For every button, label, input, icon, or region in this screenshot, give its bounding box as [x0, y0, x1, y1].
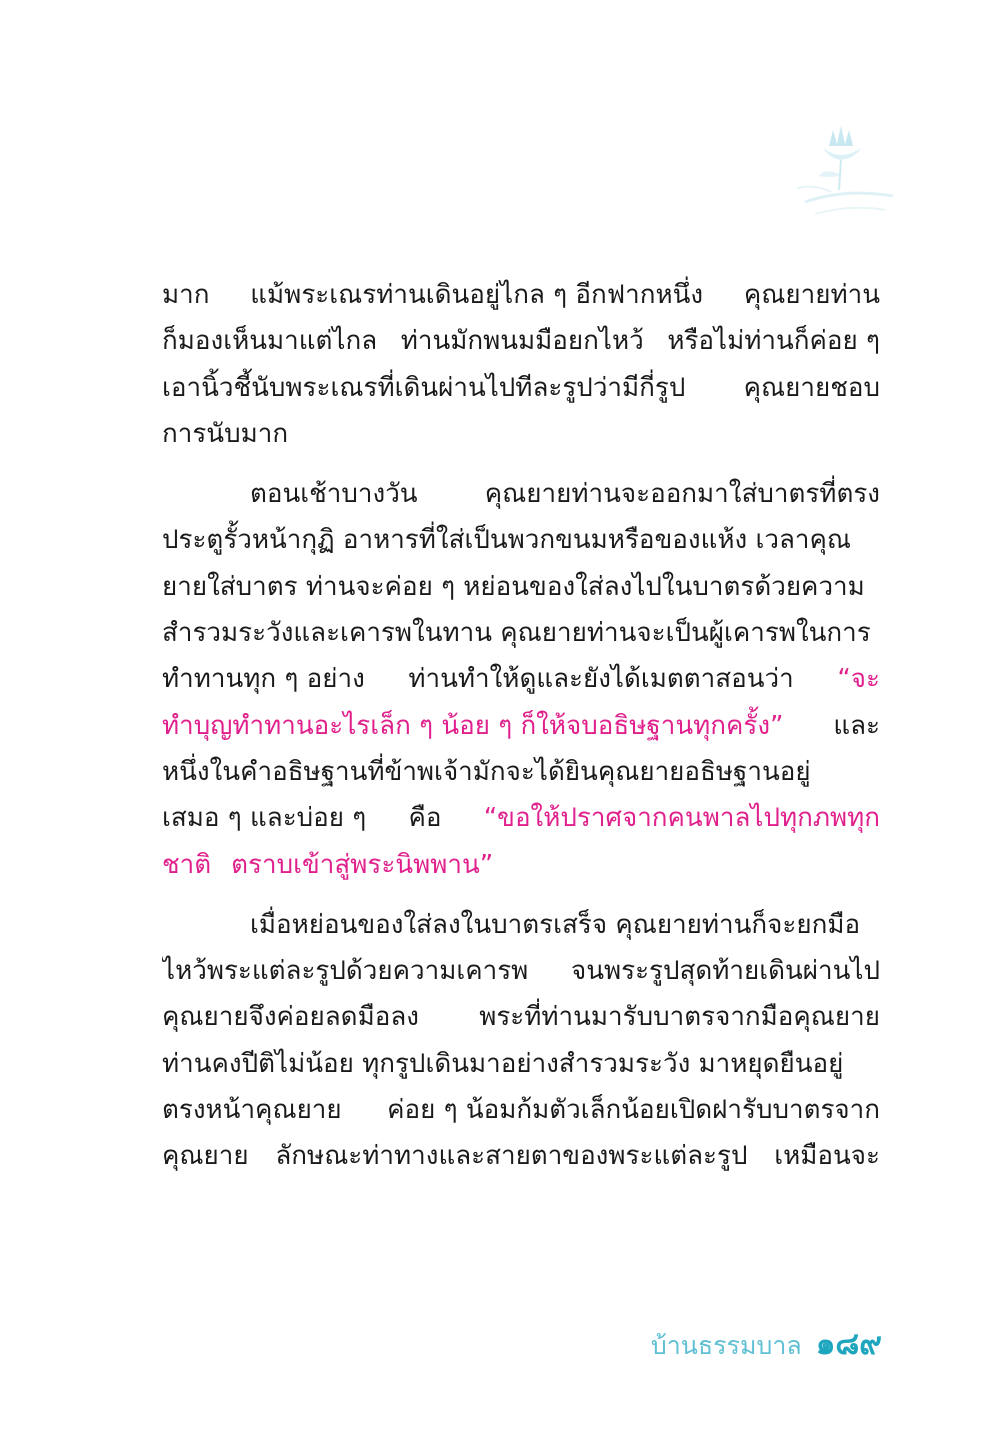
text-segment: การนับมาก	[162, 418, 289, 449]
text-line	[162, 471, 880, 517]
text-line	[162, 411, 880, 457]
text-segment: ทำทานทุก ๆ อย่าง	[162, 664, 365, 695]
text-segment: ก็มองเห็นมาแต่ไกล	[162, 326, 378, 357]
quote-text: ทำบุญทำทานอะไรเล็ก ๆ น้อย ๆ ก็ให้จบอธิษฐานทุกครั้ง”	[162, 710, 784, 741]
quote-text: “จะ	[837, 664, 880, 695]
text-segment: เมื่อหย่อนของใส่ลงในบาตรเสร็จ คุณยายท่านก็จะยกมือ	[250, 909, 861, 940]
text-segment: หนึ่งในคำอธิษฐานที่ข้าพเจ้ามักจะได้ยินคุณยายอธิษฐานอยู่	[162, 756, 811, 787]
text-line	[162, 318, 880, 364]
text-segment: ท่านมักพนมมือยกไหว้	[400, 326, 644, 357]
text-line	[162, 365, 880, 411]
text-line	[162, 994, 880, 1040]
quote-text: ตราบเข้าสู่พระนิพพาน”	[231, 849, 494, 880]
quote-text: ชาติ	[162, 849, 212, 880]
text-segment: ลักษณะท่าทางและสายตาของพระแต่ละรูป	[275, 1141, 748, 1172]
text-line	[162, 749, 880, 795]
text-segment: คุณยายจึงค่อยลดมือลง	[162, 1002, 419, 1033]
text-segment: และ	[833, 710, 880, 741]
paragraph-2	[162, 471, 880, 888]
page-number: ๑๘๙	[815, 1326, 882, 1362]
text-line	[162, 656, 880, 702]
paragraph-1	[162, 272, 880, 457]
text-segment: ยายใส่บาตร ท่านจะค่อย ๆ หย่อนของใส่ลงไปในบาตรด้วยความ	[162, 571, 865, 602]
text-line	[162, 795, 880, 841]
text-segment: คุณยาย	[162, 1141, 249, 1172]
text-line	[162, 842, 880, 888]
text-line	[162, 1087, 880, 1133]
text-line	[162, 948, 880, 994]
paragraph-3	[162, 902, 880, 1180]
text-segment: คุณยายท่าน	[743, 280, 880, 310]
text-segment: เสมอ ๆ และบ่อย ๆ	[162, 803, 367, 834]
book-title: บ้านธรรมบาล	[650, 1331, 802, 1360]
text-segment: เอานิ้วชี้นับพระเณรที่เดินผ่านไปทีละรูปว่ามีกี่รูป	[162, 372, 686, 403]
page-footer	[651, 1318, 882, 1368]
text-line	[162, 902, 880, 948]
text-line	[162, 1133, 880, 1179]
text-segment: คุณยายชอบ	[743, 372, 880, 403]
text-segment: สำรวมระวังและเคารพในทาน คุณยายท่านจะเป็นผู้เคารพในการ	[162, 618, 871, 649]
text-line	[162, 272, 880, 318]
text-segment: คือ	[408, 803, 442, 834]
text-segment: ตรงหน้าคุณยาย	[162, 1095, 342, 1126]
text-line	[162, 1041, 880, 1087]
text-segment: จนพระรูปสุดท้ายเดินผ่านไป	[570, 956, 880, 987]
text-line	[162, 564, 880, 610]
quote-text: “ขอให้ปราศจากคนพาลไปทุกภพทุก	[483, 803, 880, 834]
text-segment: ค่อย ๆ น้อมก้มตัวเล็กน้อยเปิดฝารับบาตรจาก	[387, 1095, 880, 1126]
text-segment: เหมือนจะ	[774, 1141, 880, 1172]
text-line	[162, 610, 880, 656]
lotus-decoration	[785, 118, 900, 228]
text-segment: ประตูรั้วหน้ากุฏิ อาหารที่ใส่เป็นพวกขนมหรือของแห้ง เวลาคุณ	[162, 525, 851, 556]
text-segment: คุณยายท่านจะออกมาใส่บาตรที่ตรง	[484, 479, 880, 510]
text-segment: ท่านทำให้ดูและยังได้เมตตาสอนว่า	[408, 664, 794, 695]
text-segment: ท่านคงปีติไม่น้อย ทุกรูปเดินมาอย่างสำรวมระวัง มาหยุดยืนอยู่	[162, 1048, 844, 1079]
text-segment: หรือไม่ท่านก็ค่อย ๆ	[667, 326, 880, 357]
text-line	[162, 517, 880, 563]
body-text	[162, 272, 880, 1180]
text-segment: แม้พระเณรท่านเดินอยู่ไกล ๆ อีกฟากหนึ่ง	[250, 280, 704, 310]
text-segment: ตอนเช้าบางวัน	[250, 479, 418, 510]
text-segment: มาก	[162, 280, 210, 310]
text-segment: ไหว้พระแต่ละรูปด้วยความเคารพ	[162, 956, 529, 987]
text-segment: พระที่ท่านมารับบาตรจากมือคุณยาย	[479, 1002, 880, 1033]
text-line	[162, 703, 880, 749]
